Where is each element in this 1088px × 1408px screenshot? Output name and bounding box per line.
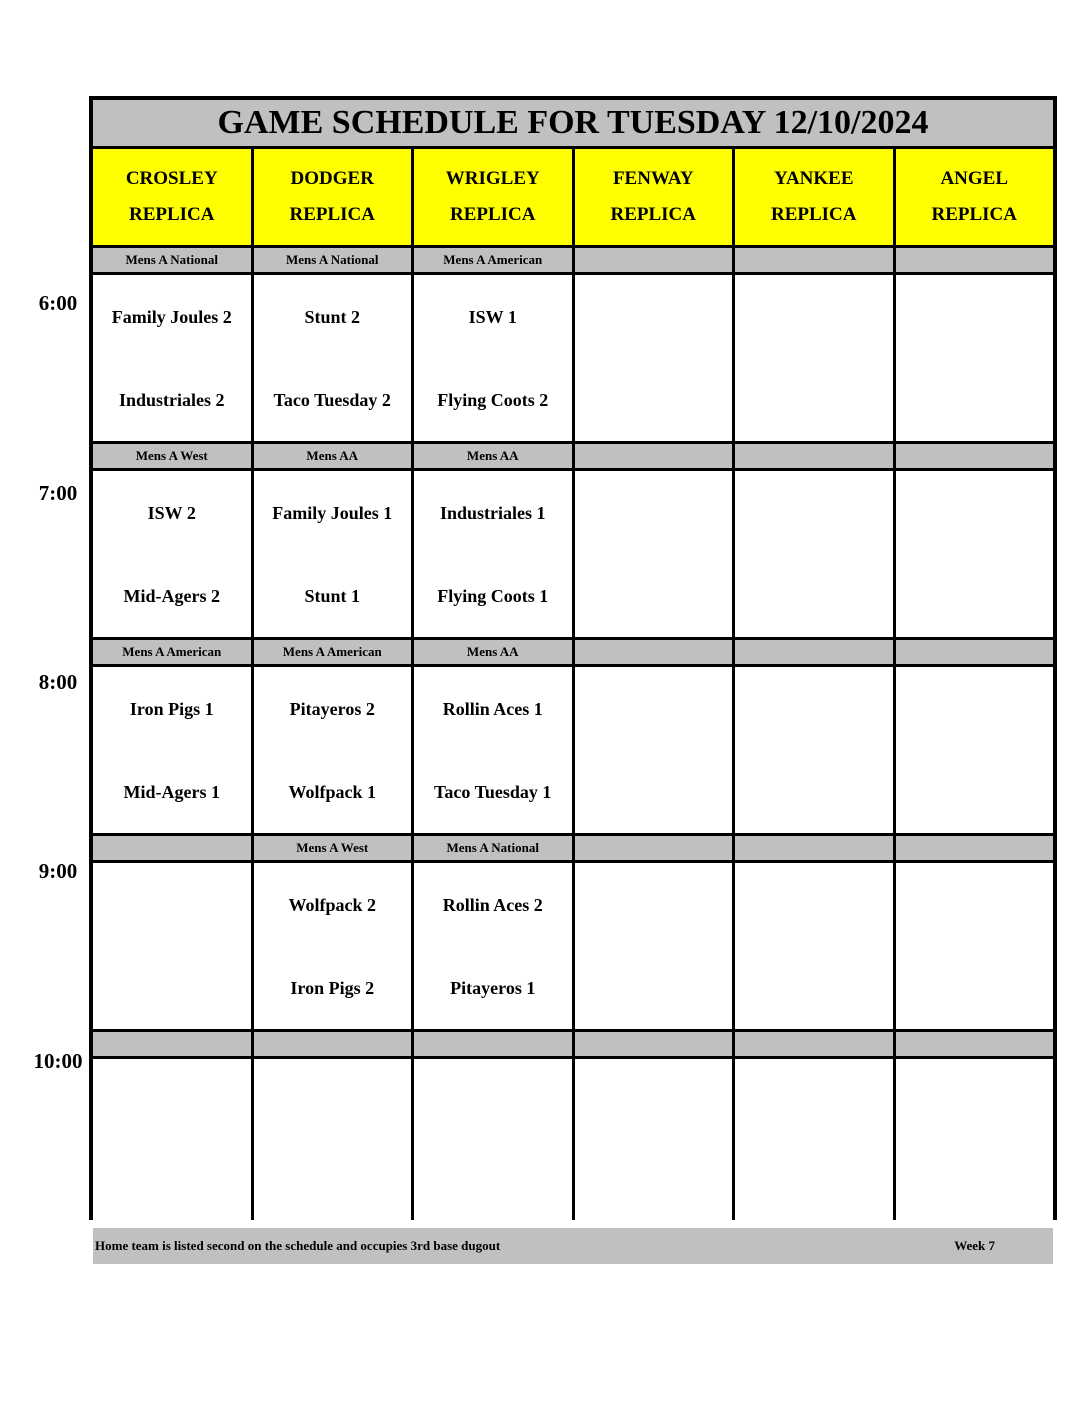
division-label	[735, 836, 893, 860]
game-cell	[896, 275, 1054, 441]
home-team: Flying Coots 2	[437, 390, 549, 410]
field-subtitle: REPLICA	[770, 204, 857, 225]
game-cell	[735, 1059, 893, 1225]
field-name: FENWAY	[612, 168, 694, 189]
away-team: Iron Pigs 1	[129, 699, 214, 719]
game-cell	[93, 471, 251, 637]
division-label	[575, 640, 733, 664]
division-label: Mens A West	[93, 444, 251, 468]
division-label: Mens AA	[254, 444, 412, 468]
home-team: Mid-Agers 1	[123, 782, 220, 802]
division-label	[735, 248, 893, 272]
division-label	[735, 1032, 893, 1056]
footer-note: Home team is listed second on the schedule and occupies 3rd base dugout	[95, 1238, 501, 1253]
schedule-title: GAME SCHEDULE FOR TUESDAY 12/10/2024	[93, 100, 1053, 146]
away-team: ISW 2	[147, 503, 196, 523]
division-label	[575, 444, 733, 468]
division-label: Mens A National	[414, 836, 572, 860]
game-cell	[93, 863, 251, 1029]
game-cell	[254, 1059, 412, 1225]
away-team: Rollin Aces 2	[442, 895, 543, 915]
home-team: Wolfpack 1	[288, 782, 376, 802]
field-name: WRIGLEY	[445, 168, 540, 189]
time-label-9: 9:00	[38, 859, 78, 883]
game-cell	[735, 471, 893, 637]
home-team: Mid-Agers 2	[123, 586, 220, 606]
division-label: Mens A West	[254, 836, 412, 860]
game-cell	[254, 471, 412, 637]
field-subtitle: REPLICA	[931, 204, 1017, 225]
game-cell	[414, 275, 572, 441]
game-cell	[414, 471, 572, 637]
game-cell	[414, 667, 572, 833]
away-team: Pitayeros 2	[289, 699, 375, 719]
game-cell	[735, 667, 893, 833]
footer-bar	[93, 1228, 1053, 1264]
division-label	[896, 640, 1054, 664]
away-team: Family Joules 1	[272, 503, 393, 523]
division-label	[896, 1032, 1054, 1056]
game-cell	[575, 471, 733, 637]
home-team: Taco Tuesday 2	[273, 390, 391, 410]
division-label: Mens AA	[414, 640, 572, 664]
division-label	[93, 836, 251, 860]
week-label: Week 7	[954, 1238, 995, 1253]
game-cell	[414, 863, 572, 1029]
away-team: Stunt 2	[304, 307, 361, 327]
home-team: Flying Coots 1	[437, 586, 549, 606]
game-cell	[896, 471, 1054, 637]
field-header-angel	[896, 149, 1054, 245]
away-team: Rollin Aces 1	[442, 699, 543, 719]
game-cell	[896, 1059, 1054, 1225]
game-cell	[575, 1059, 733, 1225]
field-name: DODGER	[290, 168, 374, 189]
home-team: Taco Tuesday 1	[434, 782, 552, 802]
division-label: Mens A National	[93, 248, 251, 272]
field-subtitle: REPLICA	[449, 204, 536, 225]
division-label	[735, 444, 893, 468]
home-team: Industriales 2	[118, 390, 225, 410]
field-header-dodger	[254, 149, 412, 245]
game-cell	[575, 863, 733, 1029]
game-cell	[414, 1059, 572, 1225]
field-header-yankee	[735, 149, 893, 245]
division-label: Mens A American	[254, 640, 412, 664]
time-label-6: 6:00	[38, 291, 78, 315]
game-cell	[93, 275, 251, 441]
division-label	[735, 640, 893, 664]
division-label	[93, 1032, 251, 1056]
game-cell	[735, 863, 893, 1029]
division-label: Mens AA	[414, 444, 572, 468]
game-cell	[896, 667, 1054, 833]
away-team: Industriales 1	[439, 503, 546, 523]
division-label: Mens A American	[93, 640, 251, 664]
field-name: CROSLEY	[125, 168, 218, 189]
field-subtitle: REPLICA	[289, 204, 375, 225]
division-label	[896, 836, 1054, 860]
away-team: Wolfpack 2	[288, 895, 376, 915]
game-cell	[93, 667, 251, 833]
field-header-crosley	[93, 149, 251, 245]
time-label-7: 7:00	[38, 481, 78, 505]
field-header-fenway	[575, 149, 733, 245]
game-cell	[254, 667, 412, 833]
home-team: Stunt 1	[304, 586, 361, 606]
game-cell	[575, 667, 733, 833]
home-team: Iron Pigs 2	[290, 978, 375, 998]
game-cell	[254, 863, 412, 1029]
time-label-8: 8:00	[38, 670, 78, 694]
field-subtitle: REPLICA	[128, 204, 215, 225]
game-cell	[254, 275, 412, 441]
field-name: YANKEE	[773, 168, 854, 189]
away-team: Family Joules 2	[111, 307, 232, 327]
field-header-wrigley	[414, 149, 572, 245]
game-cell	[735, 275, 893, 441]
division-label	[254, 1032, 412, 1056]
division-label: Mens A American	[414, 248, 572, 272]
field-name: ANGEL	[940, 168, 1009, 189]
division-label	[414, 1032, 572, 1056]
schedule-table	[89, 96, 1057, 1253]
game-cell	[93, 1059, 251, 1225]
time-label-10: 10:00	[33, 1049, 83, 1073]
division-label: Mens A National	[254, 248, 412, 272]
home-team: Pitayeros 1	[450, 978, 536, 998]
division-label	[575, 1032, 733, 1056]
division-label	[896, 444, 1054, 468]
field-subtitle: REPLICA	[610, 204, 696, 225]
game-cell	[896, 863, 1054, 1029]
division-label	[575, 248, 733, 272]
division-label	[896, 248, 1054, 272]
game-cell	[575, 275, 733, 441]
away-team: ISW 1	[468, 307, 517, 327]
division-label	[575, 836, 733, 860]
